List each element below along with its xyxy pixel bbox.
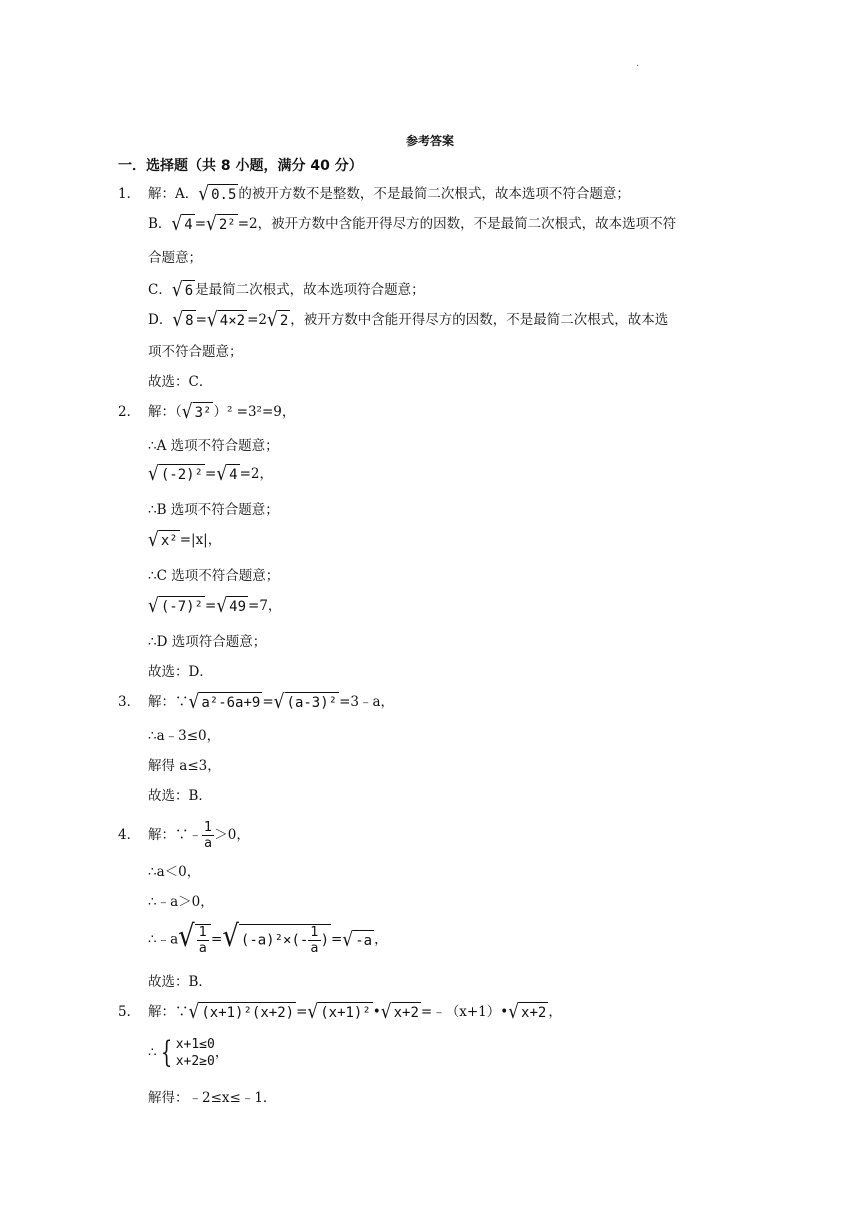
q5-line-1 <box>118 1002 562 1023</box>
radical: √ 4×2 <box>206 308 246 332</box>
radicand: 3² <box>193 402 214 423</box>
numerator: 1 <box>204 820 213 835</box>
inequality: x+2≥0 <box>175 1054 215 1069</box>
text: ) <box>320 932 330 949</box>
numerator: 1 <box>198 925 207 940</box>
question-number: 1． <box>118 186 141 202</box>
radical: √ 49 <box>216 594 247 618</box>
denominator: a <box>310 941 319 956</box>
text: B． <box>148 216 172 232</box>
radical: √ 6 <box>171 278 194 302</box>
question-number: 3． <box>118 694 141 710</box>
radicand: 2 <box>278 310 290 331</box>
text: =3﹣a， <box>339 694 395 710</box>
radicand: (a-3)² <box>285 692 340 713</box>
text: = <box>262 694 274 710</box>
text: D． <box>148 312 173 328</box>
radical: √ 2 <box>266 308 289 332</box>
inequality: x+1≤0 <box>175 1037 215 1052</box>
text: = <box>205 598 217 614</box>
fraction <box>197 925 209 956</box>
radical: √ 4 <box>171 212 193 236</box>
radicand: (x+1)² <box>318 1002 373 1023</box>
radical: √ x+2 <box>380 1000 419 1024</box>
radical: √ a²-6a+9 <box>188 690 261 714</box>
q1-line-c <box>148 280 425 301</box>
header-mark: . <box>636 58 640 69</box>
text: • <box>372 1004 381 1020</box>
q4-answer: 故选：B． <box>148 974 212 990</box>
radical: √ x+2 <box>508 1000 547 1024</box>
q1-answer: 故选：C． <box>148 374 213 390</box>
text: ， <box>548 1004 562 1020</box>
text: ）² =3²=9， <box>213 404 296 420</box>
text: = <box>205 466 217 482</box>
text: 解：∵ <box>148 694 189 710</box>
q1-line-a <box>118 184 630 205</box>
section-heading: 一．选择题（共 8 小题，满分 40 分） <box>118 158 363 174</box>
q4-line-2: ∴a＜0， <box>148 864 201 880</box>
q3-line-3: 解得 a≤3， <box>148 758 221 774</box>
radicand: a²-6a+9 <box>199 692 262 713</box>
text: = <box>195 312 207 328</box>
text: ＞0， <box>214 827 250 843</box>
inequality-system <box>176 1036 215 1070</box>
q2-answer: 故选：D． <box>148 664 213 680</box>
q3-line-1 <box>118 692 394 713</box>
q2-line-7 <box>148 596 281 617</box>
q4-line-4 <box>148 919 388 956</box>
radicand: (-2)² <box>159 464 205 485</box>
radicand: 0.5 <box>209 184 238 205</box>
q2-line-8: ∴D 选项符合题意； <box>148 634 267 650</box>
q2-line-6: ∴C 选项不符合题意； <box>148 568 280 584</box>
radicand: 4×2 <box>218 310 247 331</box>
question-number: 5． <box>118 1004 141 1020</box>
text: 解：（ <box>148 404 182 420</box>
text: ∴ <box>148 1044 157 1061</box>
q3-answer: 故选：B． <box>148 788 212 804</box>
question-number: 4． <box>118 827 141 843</box>
radicand: 49 <box>227 596 248 617</box>
brace: { <box>160 1035 172 1070</box>
text: ，被开方数中含能开得尽方的因数，不是最简二次根式，故本选 <box>290 312 669 328</box>
denominator: a <box>198 941 207 956</box>
radicand: 2² <box>217 214 238 235</box>
fraction <box>202 820 214 851</box>
radicand: x+2 <box>392 1002 421 1023</box>
q1-line-b-cont: 合题意； <box>148 250 202 266</box>
fraction <box>308 925 320 956</box>
text: =7， <box>248 598 282 614</box>
radicand: -a <box>353 930 374 951</box>
q1-line-b <box>148 214 676 235</box>
q2-line-5 <box>148 530 221 551</box>
radical: √ (-7)² <box>148 594 203 618</box>
numerator: 1 <box>310 925 319 940</box>
text: = <box>211 931 223 948</box>
radical: √ 0.5 <box>198 182 237 206</box>
radical: √ 8 <box>172 308 194 332</box>
q2-line-1 <box>118 402 295 423</box>
radical: √ 3² <box>181 400 212 424</box>
radicand: (-a)²×(- <box>240 932 309 949</box>
radical: √ (-2)² <box>148 462 203 486</box>
text: ， <box>214 1044 229 1061</box>
text: =﹣（x+1）• <box>420 1004 509 1020</box>
radical: √ -a <box>342 928 373 951</box>
text: ， <box>374 931 388 948</box>
text: = <box>331 931 343 948</box>
text: C． <box>148 282 172 298</box>
text: 是最简二次根式，故本选项符合题意； <box>195 282 425 298</box>
radicand: 8 <box>183 310 195 331</box>
text: =2，被开方数中含能开得尽方的因数，不是最简二次根式，故本选项不符 <box>237 216 677 232</box>
radical: √ (x+1)²(x+2) <box>188 1000 295 1024</box>
radical: √ 4 <box>216 462 238 486</box>
q1-line-d <box>148 310 668 331</box>
text: =2 <box>247 312 267 328</box>
denominator: a <box>204 836 213 851</box>
q3-line-2: ∴a﹣3≤0， <box>148 728 221 744</box>
radicand: 4 <box>227 464 239 485</box>
radical: √ 2² <box>206 212 236 236</box>
text: 解：∵ <box>148 1004 189 1020</box>
radical: √ (-a)²×(- $\frac{1}{a}$ ) <box>222 919 330 956</box>
q5-line-2 <box>148 1036 228 1070</box>
radicand: x+2 <box>519 1002 548 1023</box>
radicand: 6 <box>183 280 195 301</box>
q4-line-3: ∴﹣a＞0， <box>148 894 214 910</box>
radical: √ (a-3)² <box>273 690 338 714</box>
radicand: (-7)² <box>159 596 205 617</box>
text: =2， <box>239 466 273 482</box>
text: 解：A． <box>148 186 199 202</box>
q4-line-1 <box>118 820 250 851</box>
text: 解：∵﹣ <box>148 827 202 843</box>
radical: √ x² <box>148 528 178 552</box>
q2-line-3 <box>148 464 273 485</box>
text: = <box>194 216 207 232</box>
question-number: 2． <box>118 404 141 420</box>
radicand: 4 <box>182 214 194 235</box>
q2-line-4: ∴B 选项不符合题意； <box>148 502 279 518</box>
radical: √ $\frac{1}{a}$ <box>178 924 211 956</box>
q2-line-2: ∴A 选项不符合题意； <box>148 438 279 454</box>
radicand: x² <box>159 530 180 551</box>
text: ∴﹣a <box>148 931 179 948</box>
q5-line-3: 解得：﹣2≤x≤﹣1． <box>148 1090 277 1106</box>
q1-line-d-cont: 项不符合题意； <box>148 344 243 360</box>
text: =|x|， <box>179 532 222 548</box>
radical: √ (x+1)² <box>307 1000 371 1024</box>
text: 的被开方数不是整数，不是最简二次根式，故本选项不符合题意； <box>238 186 630 202</box>
radicand: (x+1)²(x+2) <box>199 1002 296 1023</box>
text: = <box>296 1004 308 1020</box>
page-title: 参考答案 <box>405 134 454 148</box>
